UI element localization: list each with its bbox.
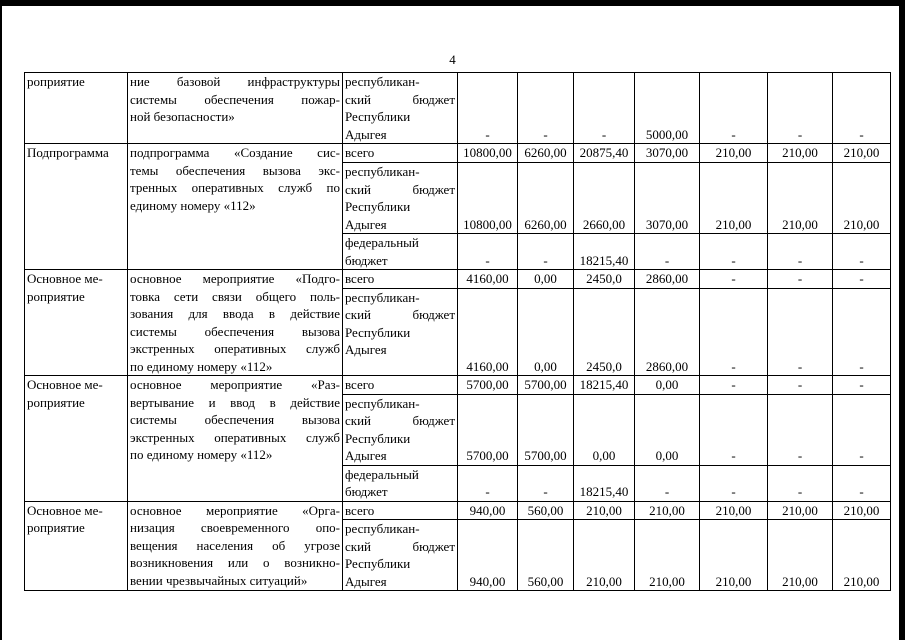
amount-cell: 0,00	[635, 394, 700, 465]
amount-cell: -	[833, 234, 891, 270]
amount-cell: 6260,00	[518, 163, 574, 234]
event-name-cell: основное мероприятие «Подго- товка сети связи общего поль- зования для ввода в действие системы обеспечения вызова экстренных оперативных служб по единому номеру «112»	[128, 270, 343, 376]
amount-cell: 2860,00	[635, 288, 700, 375]
amount-cell: 2450,0	[574, 270, 635, 289]
amount-cell: 4160,00	[458, 288, 518, 375]
amount-cell: 3070,00	[635, 163, 700, 234]
amount-cell: 5700,00	[518, 376, 574, 395]
amount-cell: -	[700, 270, 768, 289]
amount-cell: 210,00	[768, 163, 833, 234]
amount-cell: 210,00	[833, 163, 891, 234]
amount-cell: 5700,00	[458, 376, 518, 395]
funding-source-cell: всего	[343, 376, 458, 395]
amount-cell: 0,00	[518, 288, 574, 375]
amount-cell: -	[768, 288, 833, 375]
funding-source-cell: всего	[343, 501, 458, 520]
event-name-cell: ние базовой инфраструктуры системы обеспечения пожар- ной безопасности»	[128, 73, 343, 144]
amount-cell: -	[574, 73, 635, 144]
amount-cell: -	[768, 270, 833, 289]
table-row	[25, 270, 891, 289]
amount-cell: 560,00	[518, 520, 574, 591]
amount-cell: 10800,00	[458, 144, 518, 163]
amount-cell: 5700,00	[518, 394, 574, 465]
table-row	[25, 144, 891, 163]
amount-cell: 560,00	[518, 501, 574, 520]
amount-cell: 10800,00	[458, 163, 518, 234]
amount-cell: 210,00	[700, 144, 768, 163]
amount-cell: 3070,00	[635, 144, 700, 163]
amount-cell: -	[700, 73, 768, 144]
funding-source-cell: республикан- ский бюджет Республики Адыгея	[343, 73, 458, 144]
funding-source-cell: всего	[343, 144, 458, 163]
amount-cell: -	[518, 465, 574, 501]
amount-cell: 210,00	[574, 520, 635, 591]
amount-cell: 210,00	[635, 520, 700, 591]
amount-cell: -	[458, 234, 518, 270]
amount-cell: -	[635, 234, 700, 270]
event-name-cell: основное мероприятие «Орга- низация своевременного опо- вещения населения об угрозе возникновения или о возникно- вении чрезвычайных ситуаций»	[128, 501, 343, 591]
event-type-cell: роприятие	[25, 73, 128, 144]
funding-source-cell: республикан- ский бюджет Республики Адыгея	[343, 288, 458, 375]
amount-cell: 210,00	[635, 501, 700, 520]
event-name-cell: подпрограмма «Создание сис- темы обеспечения вызова экс- тренных оперативных служб по единому номеру «112»	[128, 144, 343, 270]
amount-cell: -	[700, 288, 768, 375]
amount-cell: 18215,40	[574, 465, 635, 501]
amount-cell: 210,00	[833, 501, 891, 520]
amount-cell: 0,00	[635, 376, 700, 395]
amount-cell: 0,00	[518, 270, 574, 289]
amount-cell: -	[700, 376, 768, 395]
amount-cell: -	[768, 73, 833, 144]
amount-cell: 5000,00	[635, 73, 700, 144]
amount-cell: -	[833, 394, 891, 465]
amount-cell: -	[833, 465, 891, 501]
amount-cell: 2660,00	[574, 163, 635, 234]
table-row	[25, 501, 891, 520]
amount-cell: -	[833, 270, 891, 289]
amount-cell: 2860,00	[635, 270, 700, 289]
amount-cell: 2450,0	[574, 288, 635, 375]
amount-cell: -	[518, 73, 574, 144]
funding-source-cell: республикан- ский бюджет Республики Адыгея	[343, 520, 458, 591]
amount-cell: 210,00	[768, 501, 833, 520]
amount-cell: -	[768, 376, 833, 395]
table-row	[25, 73, 891, 144]
amount-cell: -	[518, 234, 574, 270]
amount-cell: -	[700, 394, 768, 465]
amount-cell: 0,00	[574, 394, 635, 465]
event-type-cell: Основное ме- роприятие	[25, 376, 128, 502]
amount-cell: 210,00	[833, 520, 891, 591]
amount-cell: -	[768, 465, 833, 501]
funding-source-cell: федеральный бюджет	[343, 465, 458, 501]
amount-cell: 210,00	[574, 501, 635, 520]
amount-cell: 18215,40	[574, 376, 635, 395]
event-type-cell: Основное ме- роприятие	[25, 501, 128, 591]
amount-cell: -	[635, 465, 700, 501]
amount-cell: -	[768, 394, 833, 465]
amount-cell: 210,00	[700, 520, 768, 591]
amount-cell: 6260,00	[518, 144, 574, 163]
amount-cell: 18215,40	[574, 234, 635, 270]
document-page	[0, 6, 905, 640]
amount-cell: 210,00	[833, 144, 891, 163]
amount-cell: -	[768, 234, 833, 270]
event-name-cell: основное мероприятие «Раз- вертывание и ввод в действие системы обеспечения вызова экстренных оперативных служб по единому номеру «112»	[128, 376, 343, 502]
event-type-cell: Подпрограмма	[25, 144, 128, 270]
funding-source-cell: республикан- ский бюджет Республики Адыгея	[343, 163, 458, 234]
funding-source-cell: федеральный бюджет	[343, 234, 458, 270]
amount-cell: 210,00	[700, 163, 768, 234]
amount-cell: 4160,00	[458, 270, 518, 289]
amount-cell: -	[833, 288, 891, 375]
amount-cell: 5700,00	[458, 394, 518, 465]
event-type-cell: Основное ме- роприятие	[25, 270, 128, 376]
page-number: 4	[449, 52, 456, 67]
table-row	[25, 376, 891, 395]
amount-cell: -	[833, 73, 891, 144]
scan-border-right	[899, 0, 905, 640]
amount-cell: 20875,40	[574, 144, 635, 163]
funding-source-cell: всего	[343, 270, 458, 289]
funding-source-cell: республикан- ский бюджет Республики Адыгея	[343, 394, 458, 465]
amount-cell: -	[458, 465, 518, 501]
amount-cell: -	[833, 376, 891, 395]
amount-cell: 210,00	[768, 520, 833, 591]
amount-cell: 210,00	[700, 501, 768, 520]
amount-cell: -	[458, 73, 518, 144]
amount-cell: -	[700, 465, 768, 501]
amount-cell: 940,00	[458, 501, 518, 520]
scan-border-left	[0, 0, 2, 640]
amount-cell: 210,00	[768, 144, 833, 163]
amount-cell: 940,00	[458, 520, 518, 591]
amount-cell: -	[700, 234, 768, 270]
budget-table	[24, 72, 891, 591]
